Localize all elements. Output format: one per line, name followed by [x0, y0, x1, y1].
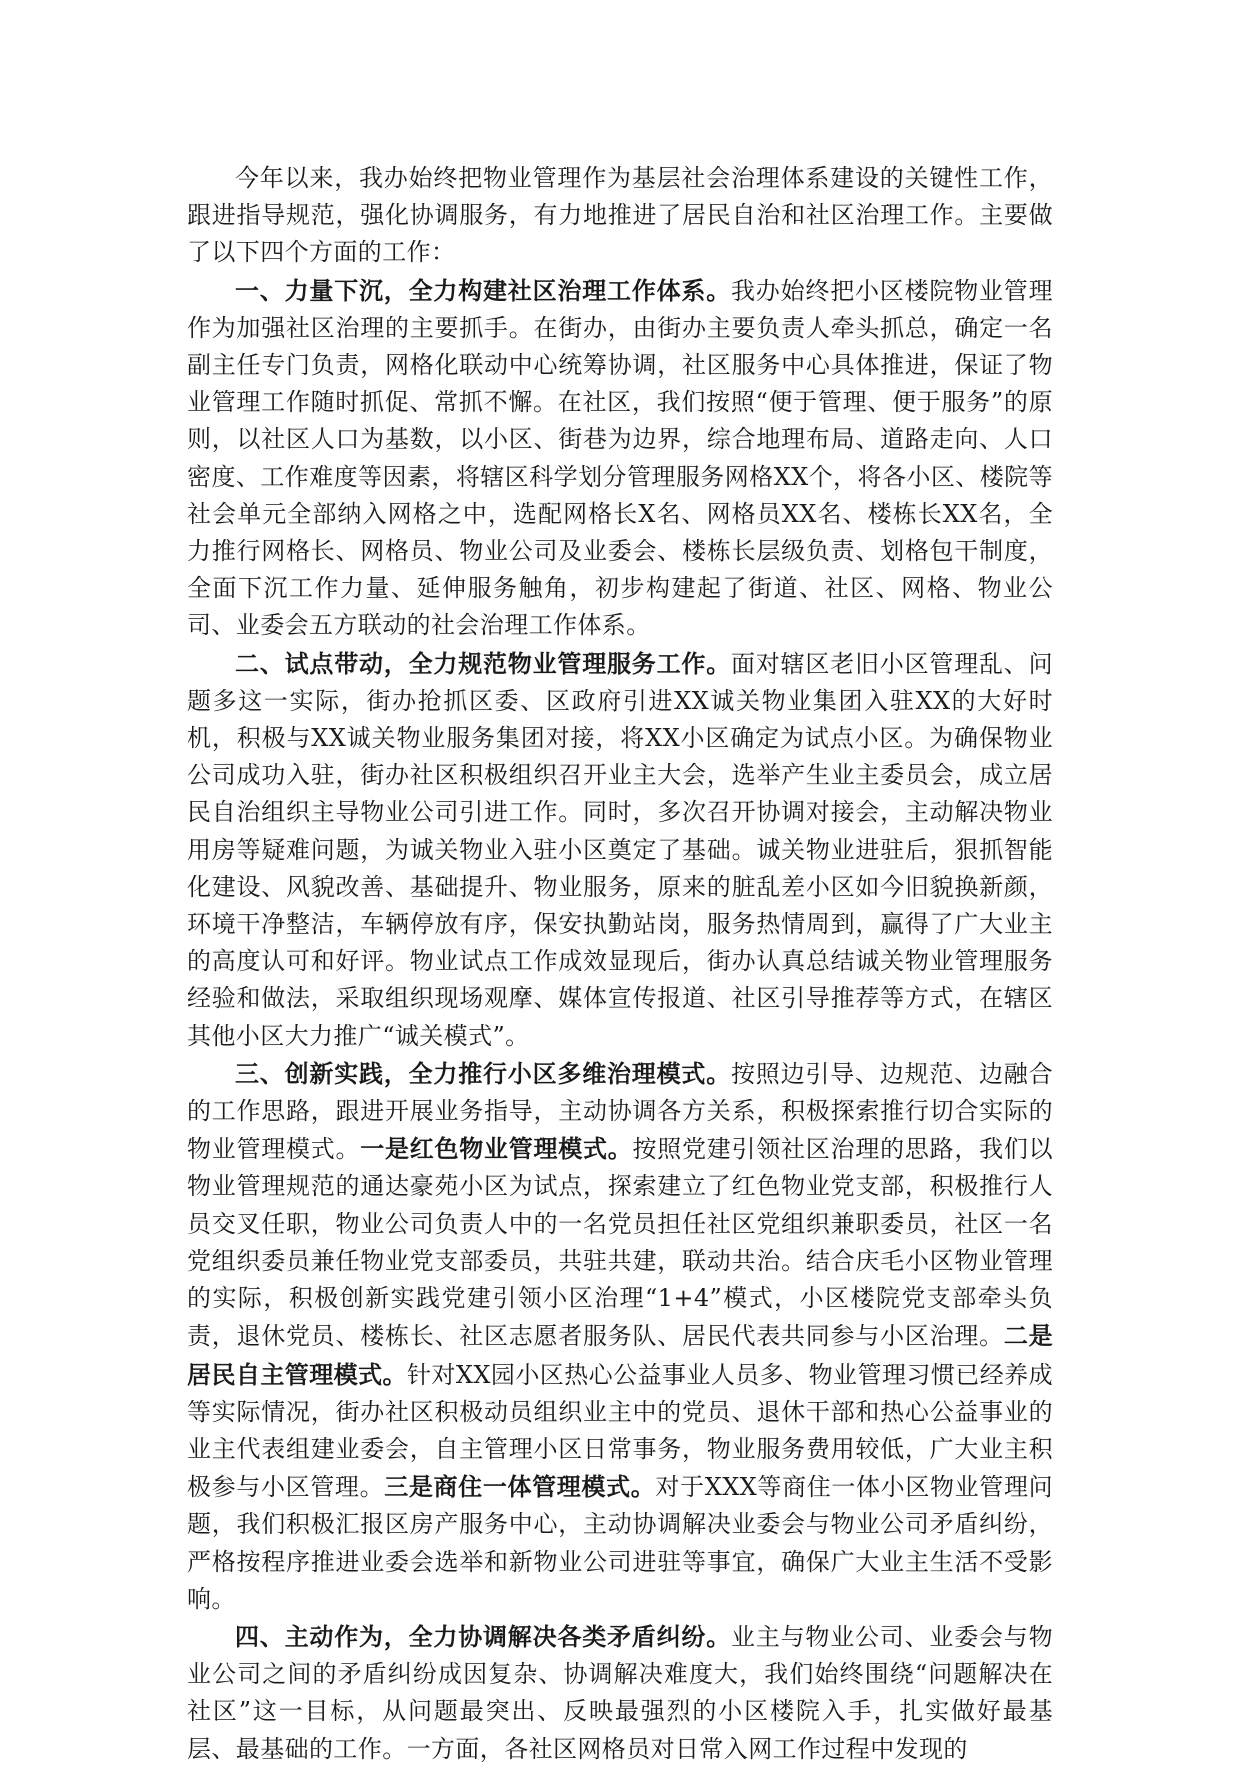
- section-1-body: 我办始终把小区楼院物业管理作为加强社区治理的主要抓手。在街办，由街办主要负责人牵头抓总，确定一名副主任专门负责，网格化联动中心统筹协调，社区服务中心具体推进，保证了物业管理工作随时抓促、常抓不懈。在社区，我们按照“便于管理、便于服务”的原则，以社区人口为基数，以小区、街巷为边界，综合地理布局、道路走向、人口密度、工作难度等因素，将辖区科学划分管理服务网格XX个，将各小区、楼院等社会单元全部纳入网格之中，选配网格长X名、网格员XX名、楼栋长XX名，全力推行网格长、网格员、物业公司及业委会、楼栋长层级负责、划格包干制度，全面下沉工作力量、延伸服务触角，初步构建起了街道、社区、网格、物业公司、业委会五方联动的社会治理工作体系。: [187, 276, 1053, 640]
- section-4-body: 业主与物业公司、业委会与物业公司之间的矛盾纠纷成因复杂、协调解决难度大，我们始终围绕“问题解决在社区”这一目标，从问题最突出、反映最强烈的小区楼院入手，扎实做好最基层、最基础的工作。一方面，各社区网格员对日常入网工作过程中发现的: [187, 1622, 1053, 1763]
- section-1-paragraph: [187, 272, 1053, 645]
- section-1-heading: 一、力量下沉，全力构建社区治理工作体系。: [235, 275, 731, 305]
- section-3-body: 按照边引导、边规范、边融合的工作思路，跟进开展业务指导，主动协调各方关系，积极探索推行切合实际的物业管理模式。: [187, 1059, 1053, 1164]
- section-4-paragraph: [187, 1618, 1053, 1768]
- section-4-heading: 四、主动作为，全力协调解决各类矛盾纠纷。: [235, 1621, 731, 1651]
- section-2-paragraph: [187, 645, 1053, 1055]
- section-3-sub-1-body: 按照党建引领社区治理的思路，我们以物业管理规范的通达豪苑小区为试点，探索建立了红色物业党支部，积极推行人员交叉任职，物业公司负责人中的一名党员担任社区党组织兼职委员，社区一名党组织委员兼任物业党支部委员，共驻共建，联动共治。结合庆毛小区物业管理的实际，积极创新实践党建引领小区治理“1+4”模式，小区楼院党支部牵头负责，退休党员、楼栋长、社区志愿者服务队、居民代表共同参与小区治理。: [187, 1135, 1053, 1351]
- section-3-paragraph: [187, 1055, 1053, 1618]
- section-3-sub-3-heading: 三是商住一体管理模式。: [384, 1472, 656, 1502]
- section-2-body: 面对辖区老旧小区管理乱、问题多这一实际，街办抢抓区委、区政府引进XX诚关物业集团入驻XX的大好时机，积极与XX诚关物业服务集团对接，将XX小区确定为试点小区。为确保物业公司成功入驻，街办社区积极组织召开业主大会，选举产生业主委员会，成立居民自治组织主导物业公司引进工作。同时，多次召开协调对接会，主动解决物业用房等疑难问题，为诚关物业入驻小区奠定了基础。诚关物业进驻后，狠抓智能化建设、风貌改善、基础提升、物业服务，原来的脏乱差小区如今旧貌换新颜，环境干净整洁，车辆停放有序，保安执勤站岗，服务热情周到，赢得了广大业主的高度认可和好评。物业试点工作成效显现后，街办认真总结诚关物业管理服务经验和做法，采取组织现场观摩、媒体宣传报道、社区引导推荐等方式，在辖区其他小区大力推广“诚关模式”。: [187, 649, 1053, 1050]
- section-3-sub-2-heading: 二是居民自主管理模式。: [187, 1321, 1053, 1389]
- section-3-heading: 三、创新实践，全力推行小区多维治理模式。: [235, 1058, 731, 1088]
- section-3-sub-1-heading: 一是红色物业管理模式。: [360, 1134, 633, 1164]
- document-page: [187, 160, 1053, 1768]
- section-3-sub-2-body: 针对XX园小区热心公益事业人员多、物业管理习惯已经养成等实际情况，街办社区积极动员组织业主中的党员、退休干部和热心公益事业的业主代表组建业委会，自主管理小区日常事务，物业服务费用较低，广大业主积极参与小区管理。: [187, 1360, 1053, 1502]
- section-3-sub-3-body: 对于XXX等商住一体小区物业管理问题，我们积极汇报区房产服务中心，主动协调解决业委会与物业公司矛盾纠纷，严格按程序推进业委会选举和新物业公司进驻等事宜，确保广大业主生活不受影响。: [187, 1473, 1053, 1613]
- intro-paragraph: 今年以来，我办始终把物业管理作为基层社会治理体系建设的关键性工作，跟进指导规范，强化协调服务，有力地推进了居民自治和社区治理工作。主要做了以下四个方面的工作：: [187, 164, 1053, 267]
- section-2-heading: 二、试点带动，全力规范物业管理服务工作。: [235, 648, 731, 678]
